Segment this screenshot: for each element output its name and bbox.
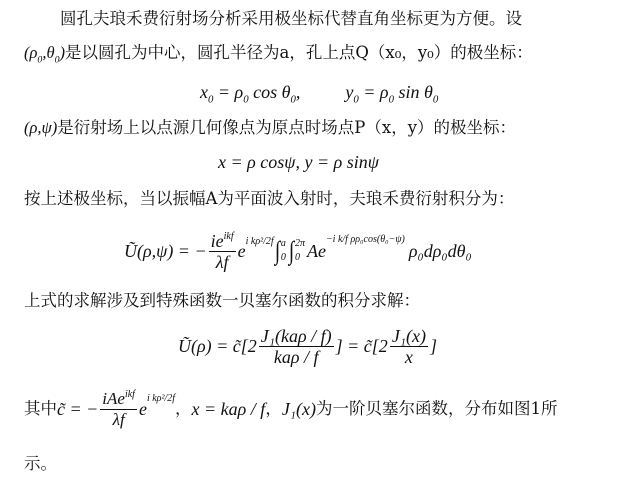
- integral-sign-1: ∫: [274, 236, 280, 265]
- paragraph-1-text-b: 是以圆孔为中心，圆孔半径为a，孔上点Q（x₀，y₀）的极坐标：: [65, 43, 533, 62]
- paragraph-4: [24, 291, 420, 311]
- equation-bessel: Ũ(ρ) = c̃[2 $\frac{\text{J₁(kaρ / f)}}{\text{kaρ / f}}$ ] = c̃[2 $\frac{\text{J₁(x)}}{x}$ ]: [178, 325, 438, 367]
- paragraph-5-line-2: 示。: [24, 454, 57, 473]
- equation-polar-q: $x_0 = \rho_0$ $\cos \theta_0$, $y_0 = \rho_0$ $\sin \theta_0$: [200, 82, 439, 106]
- paragraph-1-line-2: [24, 43, 533, 66]
- paragraph-2-text: 是衍射场上以点源几何像点为原点时场点P（x，y）的极坐标：: [57, 118, 517, 137]
- paragraph-5-line-1: 其中 c̃ = − $\frac{\text{iAeikf}}{\lambda f}$ e i kρ²/2f ， x = kaρ / f ， J₁(x) 为一阶贝塞尔函数，分布如图1所: [24, 388, 558, 429]
- coords-rho0-theta0: $(\rho_0,\theta_0)$: [24, 43, 66, 66]
- paragraph-1-line-1: [24, 9, 522, 29]
- paragraph-4-text: 上式的求解涉及到特殊函数一贝塞尔函数的积分求解：: [24, 291, 420, 310]
- equation-fraunhofer-integral: Ũ(ρ,ψ) = − $\frac{\text{ieikf}}{\lambda f}$ e i kρ²/2f ∫ a 0 ∫ 2π 0 Ae −i k/f ρρ₀cos(θ₀−ψ) ρ₀dρ₀dθ₀: [124, 230, 472, 272]
- paragraph-1-text-a: 圆孔夫琅禾费衍射场分析采用极坐标代替直角坐标更为方便。设: [60, 9, 522, 28]
- paragraph-2: [24, 118, 516, 138]
- integral-sign-2: ∫: [288, 236, 295, 265]
- paragraph-3-text: 按上述极坐标，当以振幅A为平面波入射时，夫琅禾费衍射积分为：: [24, 189, 515, 208]
- equation-polar-p: x = ρ cosψ, y = ρ sinψ: [218, 152, 379, 172]
- coords-rho-psi: (ρ,ψ): [24, 118, 58, 137]
- paragraph-3: [24, 189, 514, 209]
